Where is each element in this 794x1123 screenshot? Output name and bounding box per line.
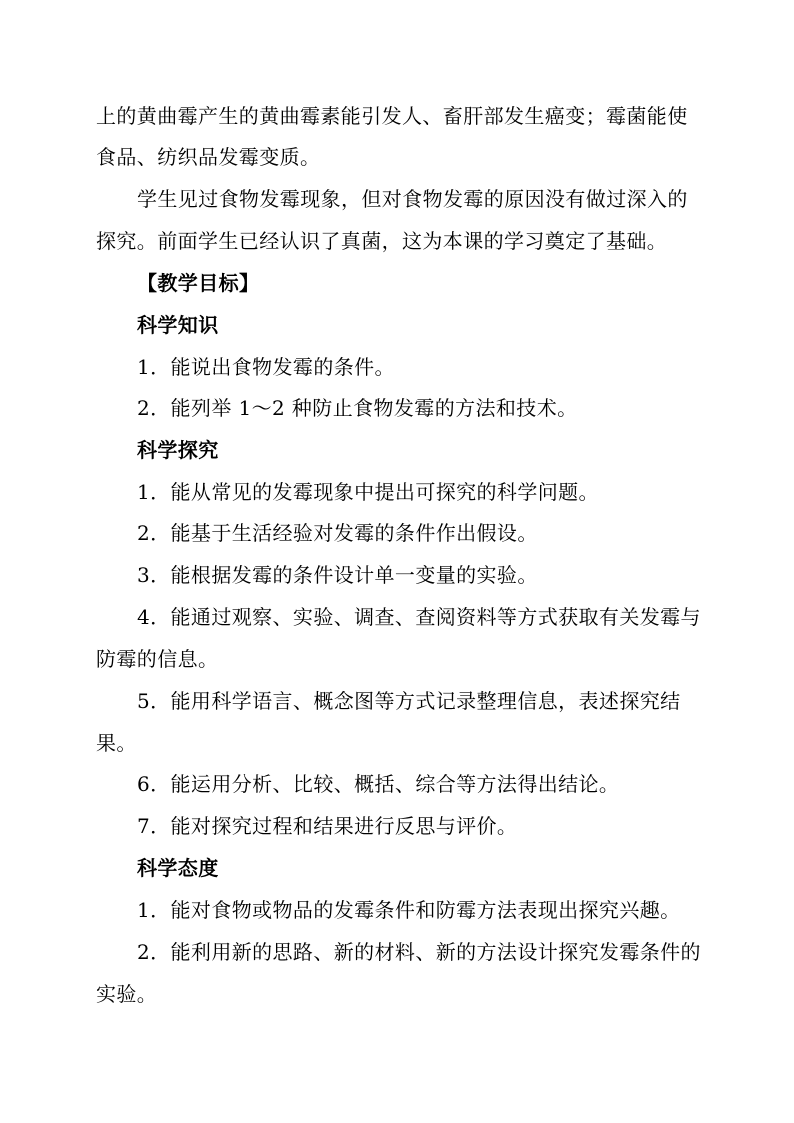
section-title-inquiry: 科学探究 (137, 438, 219, 462)
inquiry-item: 7．能对探究过程和结果进行反思与评价。 (137, 814, 518, 838)
knowledge-item: 1．能说出食物发霉的条件。 (137, 355, 395, 379)
inquiry-item: 1．能从常见的发霉现象中提出可探究的科学问题。 (137, 480, 599, 504)
inquiry-item: 3．能根据发霉的条件设计单一变量的实验。 (137, 563, 538, 587)
intro-line-3: 学生见过食物发霉现象，但对食物发霉的原因没有做过深入的 (137, 187, 688, 211)
inquiry-item: 6．能运用分析、比较、概括、综合等方法得出结论。 (137, 772, 620, 796)
attitude-item: 1．能对食物或物品的发霉条件和防霉方法表现出探究兴趣。 (137, 898, 681, 922)
intro-line-4: 探究。前面学生已经认识了真菌，这为本课的学习奠定了基础。 (96, 229, 668, 253)
attitude-item-continuation: 实验。 (96, 982, 158, 1006)
knowledge-item: 2．能列举 1～2 种防止食物发霉的方法和技术。 (137, 396, 578, 420)
section-title-attitude: 科学态度 (137, 856, 219, 880)
attitude-item: 2．能利用新的思路、新的材料、新的方法设计探究发霉条件的 (137, 940, 701, 964)
inquiry-item: 4．能通过观察、实验、调查、查阅资料等方式获取有关发霉与 (137, 605, 701, 629)
intro-line-1: 上的黄曲霉产生的黄曲霉素能引发人、畜肝部发生癌变；霉菌能使 (96, 104, 688, 128)
inquiry-item: 5．能用科学语言、概念图等方式记录整理信息，表述探究结 (137, 689, 681, 713)
inquiry-item: 2．能基于生活经验对发霉的条件作出假设。 (137, 521, 538, 545)
section-title-knowledge: 科学知识 (137, 313, 219, 337)
objectives-heading: 【教学目标】 (137, 271, 260, 295)
intro-line-2: 食品、纺织品发霉变质。 (96, 145, 321, 169)
inquiry-item-continuation: 果。 (96, 731, 137, 755)
inquiry-item-continuation: 防霉的信息。 (96, 647, 219, 671)
